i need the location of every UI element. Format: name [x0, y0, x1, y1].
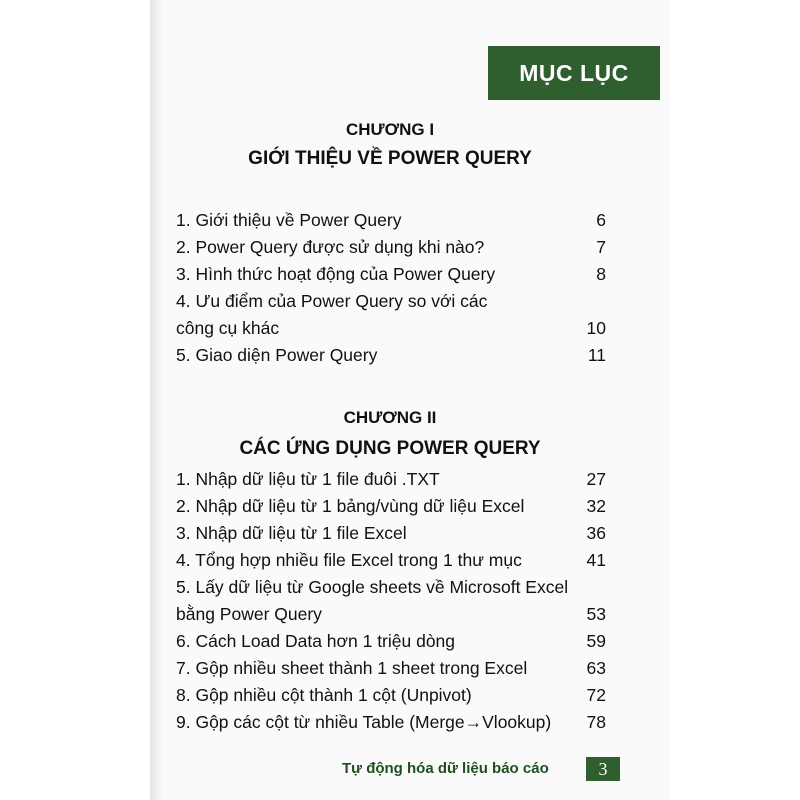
- toc-entry-page: 10: [586, 318, 606, 338]
- chapter-1-title: GIỚI THIỆU VỀ POWER QUERY: [248, 148, 532, 169]
- toc-entry-page: 53: [586, 604, 606, 624]
- toc-entry-text-continued: công cụ khác: [176, 318, 280, 338]
- toc-entry[interactable]: [176, 466, 606, 493]
- toc-entry-text-continued: bằng Power Query: [176, 604, 322, 624]
- toc-entry[interactable]: [176, 288, 606, 342]
- toc-entry-page: 41: [586, 550, 606, 570]
- toc-entry-page: 8: [596, 264, 606, 284]
- chapter-1-toc-list: [176, 207, 606, 369]
- toc-entry[interactable]: [176, 547, 606, 574]
- footer-book-title: Tự động hóa dữ liệu báo cáo: [342, 760, 549, 777]
- toc-entry[interactable]: [176, 234, 606, 261]
- chapter-1-label: CHƯƠNG I: [345, 120, 435, 139]
- chapter-2-label: CHƯƠNG II: [343, 408, 437, 427]
- toc-entry-text: 1. Giới thiệu về Power Query: [176, 210, 402, 230]
- chapter-2-title: CÁC ỨNG DỤNG POWER QUERY: [239, 438, 541, 459]
- toc-entry[interactable]: [176, 261, 606, 288]
- toc-entry-page: 11: [587, 345, 606, 365]
- toc-entry[interactable]: [176, 709, 606, 736]
- toc-entry-text: 4. Tổng hợp nhiều file Excel trong 1 thư mục: [176, 550, 522, 570]
- chapter-2-toc-list: [176, 466, 606, 736]
- toc-entry-text: 4. Ưu điểm của Power Query so với các: [176, 291, 488, 311]
- toc-entry-text: 2. Nhập dữ liệu từ 1 bảng/vùng dữ liệu Excel: [176, 496, 525, 516]
- toc-entry-text: 3. Hình thức hoạt động của Power Query: [176, 264, 496, 284]
- toc-entry-page: 63: [586, 658, 606, 678]
- toc-entry-text: 8. Gộp nhiều cột thành 1 cột (Unpivot): [176, 685, 472, 705]
- toc-entry-page: 59: [586, 631, 606, 651]
- toc-banner: MỤC LỤC: [488, 46, 660, 100]
- toc-entry-text: 7. Gộp nhiều sheet thành 1 sheet trong Excel: [176, 658, 528, 678]
- toc-entry-page: 78: [586, 712, 606, 732]
- toc-entry-text: 5. Giao diện Power Query: [176, 345, 378, 365]
- page-gutter-shadow: [150, 0, 164, 800]
- toc-entry-text: 9. Gộp các cột từ nhiều Table (Merge→Vlookup): [176, 712, 552, 732]
- toc-entry-text: 5. Lấy dữ liệu từ Google sheets về Microsoft Excel: [176, 577, 569, 597]
- toc-entry-text: 3. Nhập dữ liệu từ 1 file Excel: [176, 523, 407, 543]
- toc-entry-text: 2. Power Query được sử dụng khi nào?: [176, 237, 485, 257]
- toc-entry-page: 6: [596, 210, 606, 230]
- toc-entry-page: 32: [586, 496, 606, 516]
- toc-entry[interactable]: [176, 655, 606, 682]
- toc-entry[interactable]: [176, 520, 606, 547]
- toc-entry-page: 72: [586, 685, 606, 705]
- toc-entry[interactable]: [176, 574, 606, 628]
- toc-entry-page: 36: [586, 523, 606, 543]
- toc-entry[interactable]: [176, 628, 606, 655]
- page-number-badge: 3: [586, 757, 620, 781]
- toc-entry[interactable]: [176, 682, 606, 709]
- toc-entry-text: 6. Cách Load Data hơn 1 triệu dòng: [176, 631, 456, 651]
- toc-entry[interactable]: [176, 207, 606, 234]
- toc-entry-page: 7: [596, 237, 606, 257]
- toc-entry-page: 27: [586, 469, 606, 489]
- toc-entry-text: 1. Nhập dữ liệu từ 1 file đuôi .TXT: [176, 469, 440, 489]
- toc-entry[interactable]: [176, 493, 606, 520]
- toc-entry[interactable]: [176, 342, 606, 369]
